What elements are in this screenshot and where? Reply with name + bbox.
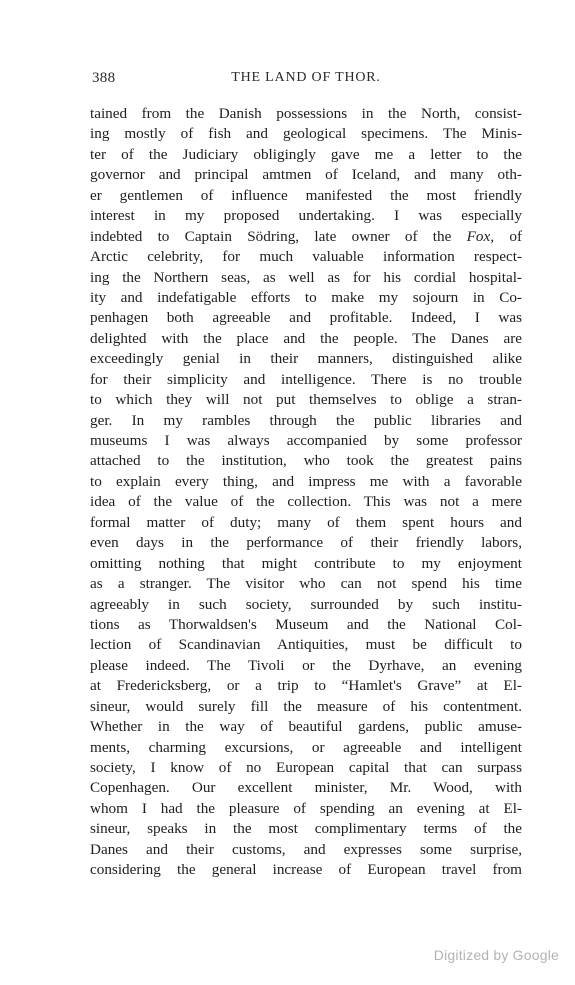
text-line: omitting nothing that might contribute to my enjoyment — [90, 554, 522, 572]
digitized-watermark: Digitized by Google — [433, 947, 559, 963]
body-text — [90, 104, 522, 881]
text-line: indebted to Captain Södring, late owner of the Fox, of — [90, 227, 522, 245]
text-line: sineur, would surely fill the measure of his contentment. — [90, 697, 522, 715]
text-line: Arctic celebrity, for much valuable information respect- — [90, 248, 522, 266]
text-line: exceedingly genial in their manners, distinguished alike — [90, 350, 522, 368]
running-head: THE LAND OF THOR. — [231, 70, 381, 85]
text-line: to explain every thing, and impress me with a favorable — [90, 472, 522, 490]
text-line: society, I know of no European capital that can surpass — [90, 759, 522, 776]
text-line: sineur, speaks in the most complimentary terms of the — [90, 820, 522, 838]
text-line: delighted with the place and the people. The Danes are — [90, 329, 522, 347]
text-line: lection of Scandinavian Antiquities, must be difficult to — [90, 636, 522, 654]
text-line: as a stranger. The visitor who can not spend his time — [90, 575, 522, 593]
text-line: ing the Northern seas, as well as for his cordial hospital- — [90, 268, 522, 286]
text-line: attached to the institution, who took the greatest pains — [90, 452, 522, 470]
text-line: ments, charming excursions, or agreeable and intelligent — [90, 738, 522, 756]
page-number: 388 — [92, 70, 116, 86]
text-line: considering the general increase of European travel from — [90, 861, 522, 879]
text-line: interest in my proposed undertaking. I was especially — [90, 207, 522, 225]
text-line: idea of the value of the collection. This was not a mere — [90, 493, 522, 511]
page-header — [90, 70, 522, 90]
text-line: whom I had the pleasure of spending an evening at El- — [90, 799, 522, 817]
text-line: Whether in the way of beautiful gardens, public amuse- — [90, 718, 522, 736]
text-line: to which they will not put themselves to oblige a stran- — [90, 391, 522, 409]
ship-name: Fox — [466, 227, 491, 245]
text-line: at Fredericksberg, or a trip to “Hamlet's Grave” at El- — [90, 677, 522, 695]
text-line: even days in the performance of their friendly labors, — [90, 534, 522, 552]
text-line: tions as Thorwaldsen's Museum and the National Col- — [90, 615, 522, 633]
text-line: museums I was always accompanied by some professor — [90, 432, 522, 449]
text-line: for their simplicity and intelligence. There is no trouble — [90, 370, 522, 388]
text-line: agreeably in such society, surrounded by such institu- — [90, 595, 522, 613]
text-line: Danes and their customs, and expresses some surprise, — [90, 840, 522, 858]
text-line: ter of the Judiciary obligingly gave me a letter to the — [90, 145, 522, 163]
text-line: ger. In my rambles through the public libraries and — [90, 411, 522, 429]
text-line: penhagen both agreeable and profitable. Indeed, I was — [90, 309, 522, 327]
text-line: ing mostly of fish and geological specimens. The Minis- — [90, 125, 522, 143]
text-line: tained from the Danish possessions in the North, consist- — [90, 105, 522, 122]
text-line: er gentlemen of influence manifested the most friendly — [90, 186, 522, 204]
text-line: governor and principal amtmen of Iceland, and many oth- — [90, 166, 522, 184]
text-line: ity and indefatigable efforts to make my sojourn in Co- — [90, 288, 522, 306]
text-line: formal matter of duty; many of them spent hours and — [90, 513, 522, 531]
text-line: Copenhagen. Our excellent minister, Mr. Wood, with — [90, 779, 522, 797]
text-line: please indeed. The Tivoli or the Dyrhave, an evening — [90, 656, 522, 674]
